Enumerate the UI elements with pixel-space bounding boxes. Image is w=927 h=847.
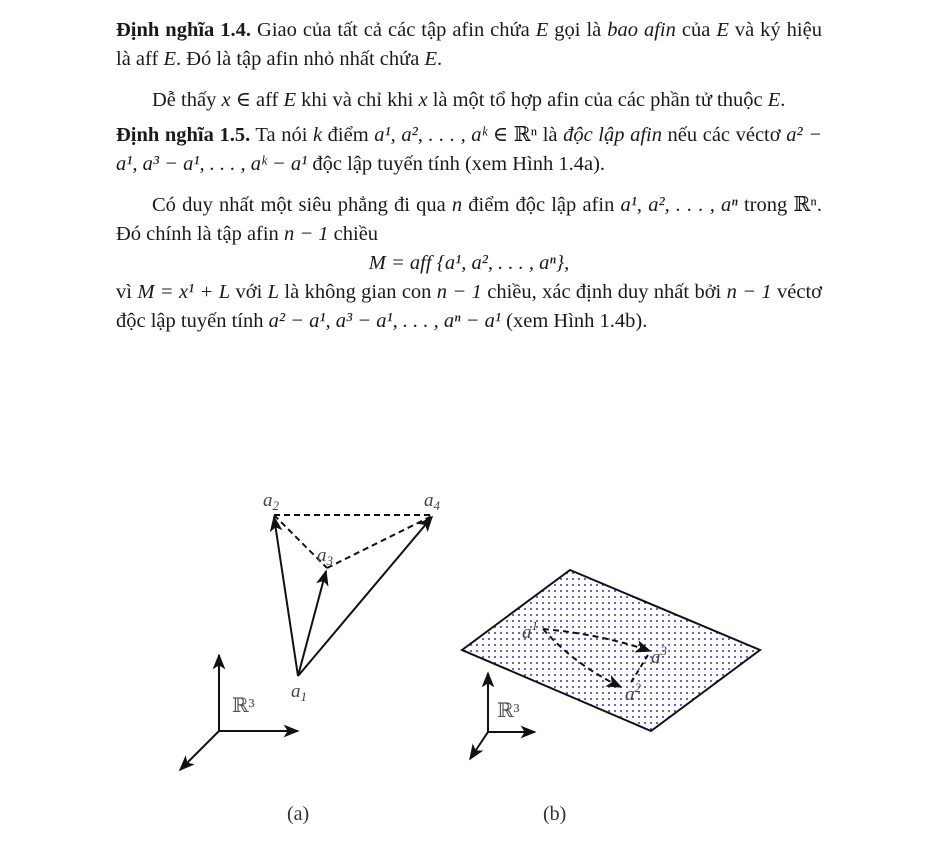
math-var: L xyxy=(267,281,280,303)
axis-diag xyxy=(180,731,219,770)
definition-heading: Định nghĩa 1.4. xyxy=(116,19,252,41)
defined-term: bao afin xyxy=(607,19,676,41)
text: của xyxy=(675,19,717,41)
math-expression: a¹, a², . . . , aⁿ xyxy=(620,194,738,216)
math-expression: n − 1 xyxy=(726,281,772,303)
caption-b: (b) xyxy=(543,803,567,825)
math-expression: n − 1 xyxy=(283,223,329,245)
dashed-a3-a4 xyxy=(327,515,434,568)
text: điểm xyxy=(322,124,375,146)
math-expression: a¹, a², . . . , aᵏ xyxy=(374,124,488,146)
text: Có duy nhất một siêu phẳng đi qua xyxy=(152,194,452,216)
caption-a: (a) xyxy=(287,803,310,825)
text: nếu các véctơ xyxy=(661,124,787,146)
text: chiều xyxy=(328,223,379,245)
math-var: E xyxy=(767,89,781,111)
point-label-a1: $a_1$ xyxy=(291,681,307,704)
text: ∈ aff xyxy=(230,89,284,111)
axis-diag xyxy=(470,732,488,759)
equation-text: M = aff {a¹, a², . . . , aⁿ}, xyxy=(368,252,570,274)
defined-term: độc lập afin xyxy=(563,124,662,146)
text: Ta nói xyxy=(250,124,313,146)
text: Dễ thấy xyxy=(152,89,222,111)
math-var: k xyxy=(312,124,323,146)
vector-a1-a4 xyxy=(298,517,432,676)
text: chiều, xác định duy nhất bởi xyxy=(481,281,727,303)
math-var: E xyxy=(283,89,297,111)
figure-a xyxy=(180,490,441,825)
space-label-a: ℝ³ xyxy=(232,695,255,717)
math-var: E xyxy=(163,48,176,70)
text: (xem Hình 1.4b). xyxy=(501,310,648,332)
math-var: n xyxy=(451,194,463,216)
text: véctơ độc lập tuyến tính xyxy=(116,281,823,332)
figure-b xyxy=(462,570,760,825)
text: Giao của tất cả các tập afin chứa xyxy=(251,19,536,41)
text: khi và chỉ khi xyxy=(296,89,419,111)
axes-r3-a xyxy=(180,655,298,770)
math-var: E xyxy=(716,19,729,41)
point-label-a3: $a^3$ xyxy=(651,643,667,668)
text: gọi là xyxy=(548,19,608,41)
point-label-a4: $a_4$ xyxy=(424,490,440,513)
text: . Đó là tập afin nhỏ nhất chứa xyxy=(175,48,425,70)
text: và ký hiệu là aff xyxy=(116,19,822,70)
math-var: x xyxy=(221,89,231,111)
text: . xyxy=(780,89,786,111)
text: . xyxy=(437,48,443,70)
text: vì xyxy=(116,281,138,303)
definition-heading: Định nghĩa 1.5. xyxy=(116,124,251,146)
text: điểm độc lập afin xyxy=(462,194,621,216)
math-expression: a² − a¹, a³ − a¹, . . . , aⁿ − a¹ xyxy=(268,310,502,332)
math-var: x xyxy=(418,89,428,111)
point-label-a1: $a^1$ xyxy=(522,618,538,643)
math-expression: n − 1 xyxy=(436,281,482,303)
axes-r3-b xyxy=(470,673,535,759)
math-expression: M = x¹ + L xyxy=(137,281,231,303)
point-label-a3: $a_3$ xyxy=(317,545,333,568)
text: trong ℝⁿ. Đó chính là tập afin xyxy=(116,194,823,245)
math-expression: a² − a¹, a³ − a¹, . . . , aᵏ − a¹ xyxy=(116,124,822,175)
space-label-b: ℝ³ xyxy=(497,700,520,722)
text: với xyxy=(230,281,268,303)
math-var: E xyxy=(535,19,549,41)
math-var: E xyxy=(424,48,437,70)
point-label-a2: $a_2$ xyxy=(263,490,279,513)
text: ∈ ℝⁿ là xyxy=(487,124,564,146)
point-label-a2: $a^2$ xyxy=(625,680,641,705)
text: là một tổ hợp afin của các phần tử thuộc xyxy=(427,89,768,111)
vector-a1-a2 xyxy=(274,517,298,676)
text: là không gian con xyxy=(279,281,437,303)
text: độc lập tuyến tính (xem Hình 1.4a). xyxy=(307,153,606,175)
